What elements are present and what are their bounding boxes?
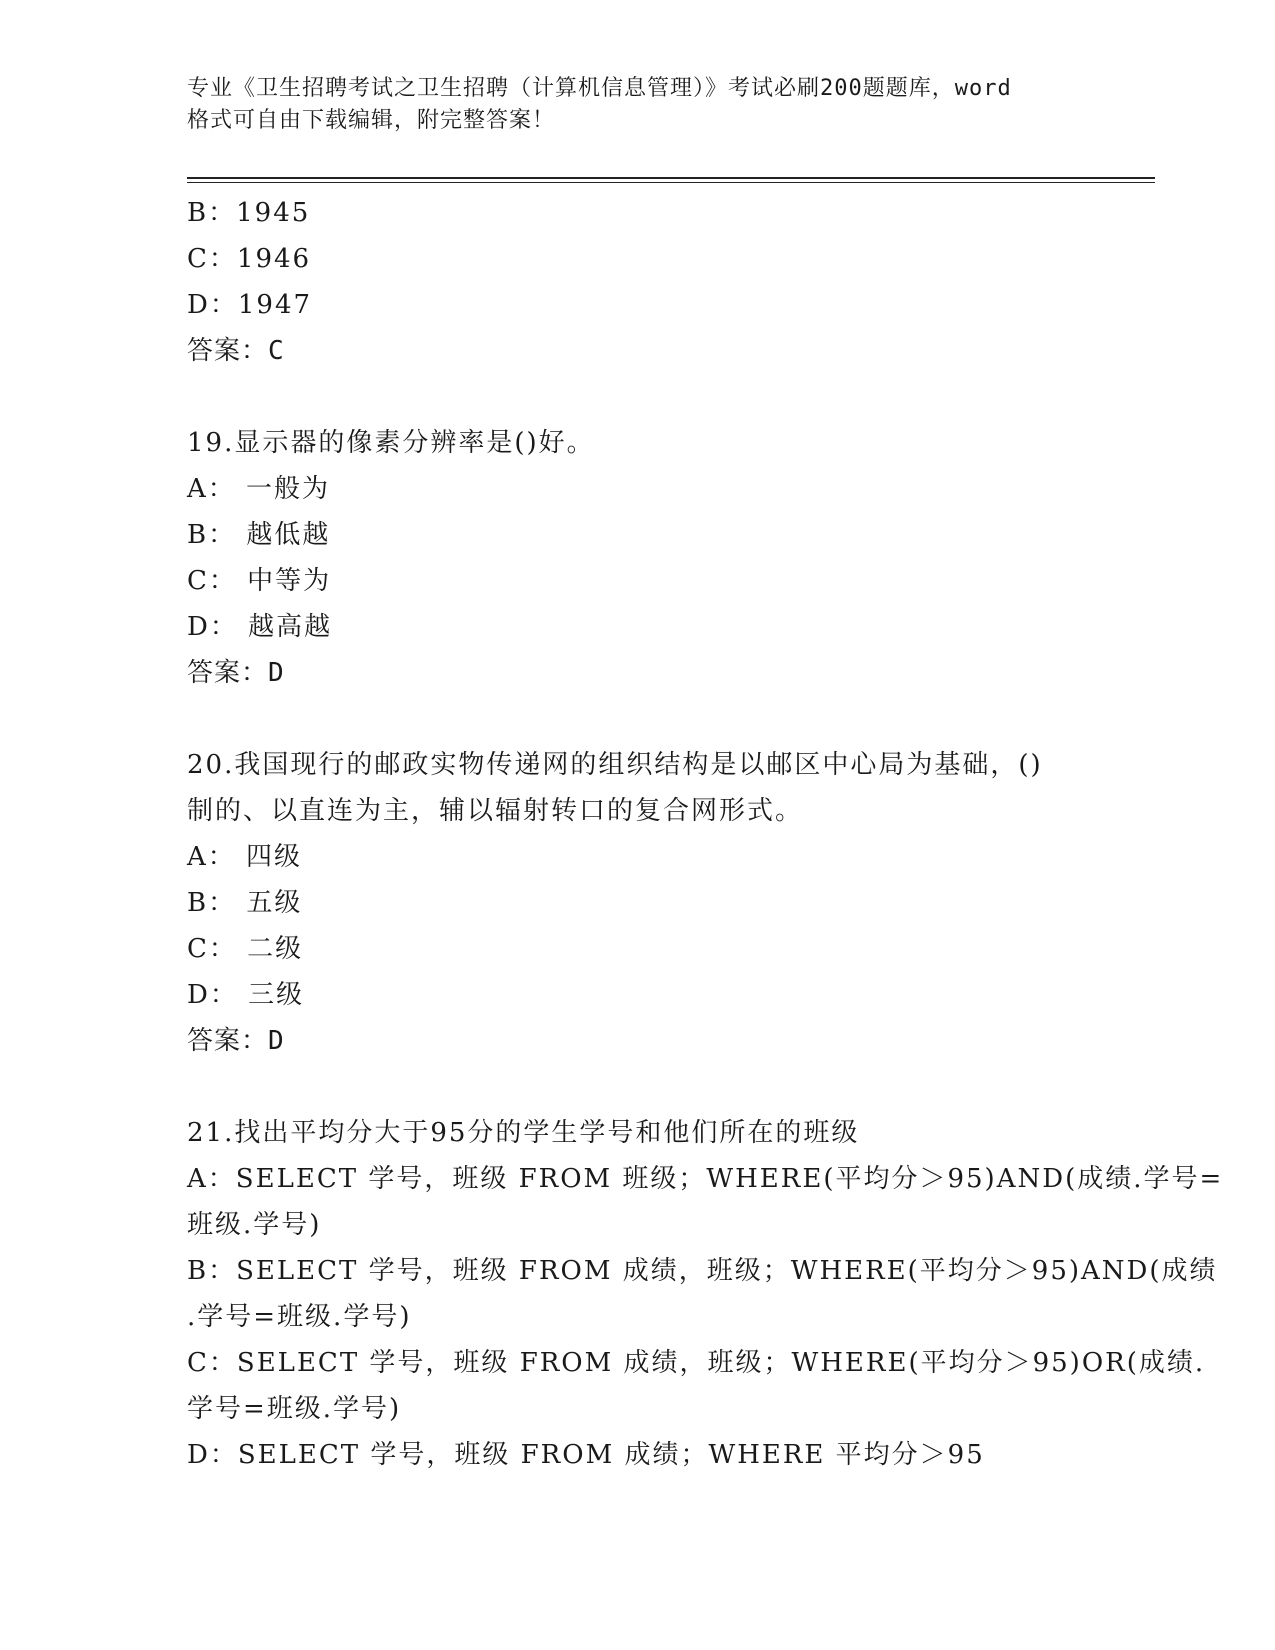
option-c-line-2: 学号=班级.学号) <box>187 1394 402 1424</box>
option-c: C：1946 <box>187 244 312 274</box>
option-b: B： 五级 <box>187 888 303 918</box>
question-20 <box>187 742 1087 1064</box>
answer: 答案：D <box>187 1026 285 1056</box>
header-line-1: 专业《卫生招聘考试之卫生招聘（计算机信息管理）》考试必刷200题题库，word <box>187 76 1012 101</box>
option-a-line-2: 班级.学号) <box>187 1210 322 1240</box>
option-b: B：1945 <box>187 198 311 228</box>
option-d: D： 三级 <box>187 980 305 1010</box>
option-c: C： 中等为 <box>187 566 332 596</box>
answer: 答案：C <box>187 336 285 366</box>
option-d: D：1947 <box>187 290 313 320</box>
option-d: D： 越高越 <box>187 612 333 642</box>
header-rule-thin <box>187 182 1155 183</box>
question-18 <box>187 190 1087 374</box>
question-text-line-1: 20.我国现行的邮政实物传递网的组织结构是以邮区中心局为基础，() <box>187 750 1043 780</box>
header-rule-thick <box>187 177 1155 179</box>
option-b-line-2: .学号=班级.学号) <box>187 1302 412 1332</box>
option-c-line-1: C：SELECT 学号，班级 FROM 成绩，班级；WHERE(平均分＞95)OR(成绩. <box>187 1348 1206 1378</box>
option-a: A： 四级 <box>187 842 303 872</box>
question-19 <box>187 420 1087 696</box>
option-c: C： 二级 <box>187 934 304 964</box>
question-list <box>187 190 1224 1478</box>
question-21 <box>187 1110 1224 1478</box>
answer: 答案：D <box>187 658 285 688</box>
question-text-line-2: 制的、以直连为主，辅以辐射转口的复合网形式。 <box>187 796 804 826</box>
option-b: B： 越低越 <box>187 520 331 550</box>
question-text: 19.显示器的像素分辨率是()好。 <box>187 428 595 458</box>
document-header <box>187 73 1087 137</box>
header-line-2: 格式可自由下载编辑，附完整答案！ <box>187 108 556 133</box>
option-b-line-1: B：SELECT 学号，班级 FROM 成绩，班级；WHERE(平均分＞95)AND(成绩 <box>187 1256 1218 1286</box>
option-d-line-1: D：SELECT 学号，班级 FROM 成绩；WHERE 平均分＞95 <box>187 1440 985 1470</box>
option-a-line-1: A：SELECT 学号，班级 FROM 班级；WHERE(平均分＞95)AND(成绩.学号= <box>187 1164 1224 1194</box>
question-text: 21.找出平均分大于95分的学生学号和他们所在的班级 <box>187 1118 860 1148</box>
option-a: A： 一般为 <box>187 474 331 504</box>
